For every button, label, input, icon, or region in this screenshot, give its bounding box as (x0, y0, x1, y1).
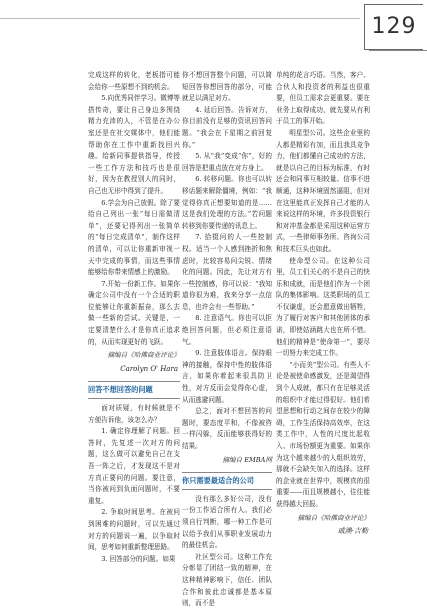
page-number-rule (369, 50, 427, 51)
paragraph: 你不想回答整个问题，可以简短回答你想回答的部分，可能就足以满足对方。 (182, 71, 272, 103)
page-number: 129 (364, 4, 423, 50)
paragraph: 5. 从“我”变成“你”，好的回答是把重点放在对方身上。 (182, 152, 272, 172)
paragraph: 4. 延后回答。告诉对方，你目前没有足够的资讯回答问题。“我会在下星期之前回复你。” (182, 105, 272, 149)
paragraph: 8. 注意语气。你也可以拒绝回答问题，但必须注意语气。 (182, 314, 272, 346)
source-credit (88, 350, 180, 362)
paragraph: 单纯的花言巧语。当然，客户、合伙人和投资者的利益也很重要，但员工需求会更重要。要在业务上取得成功，就先要从有利于员工的事开始。 (276, 71, 370, 126)
source-text: 摘编自《哈佛商业评论》 (107, 351, 180, 360)
source-credit (182, 455, 272, 467)
paragraph: 面对质疑，有时候就是不方便告诉他，该怎么办？ (88, 404, 180, 424)
section-heading: 回答不想回答的问题 (88, 381, 180, 399)
paragraph: “小而美”型公司。有些人不论是被使命感激发，还是渴望得到个人成就，都只有在足够灵活的组织中才能过得很好。他们希望思想和行动之间存在较少的障碍，工作生活保持高效率，在这类工作中，人性的尺度比起收入、市场份额更为重要。如果你为这个越来越少的人组织效劳，那就不会缺失加入的选择。这样的企业就在世界中，规模真的很重要——而且规模越小，往往能获得越大回报。 (276, 360, 370, 508)
paragraph: 9. 注意肢体语言。保持眼神的接触，保持中性的肢体语言，如果你着起来很具防卫性，对方反而会觉得你心虚，从而逃避问题。 (182, 349, 272, 404)
paragraph: 1. 确定你理解了问题。回答时，先复述一次对方的问题，这么做可以避免自己在支吾一阵之后，才发现这不是对方真正要问的问题。要注意，当你被问到负面问题时，不要重复。 (88, 427, 180, 505)
author-signature: 戚澳·吉勒 (337, 527, 368, 536)
header-rule (0, 18, 360, 19)
column-2 (182, 70, 272, 610)
paragraph: 3. 回答部分的问题。如果 (101, 554, 176, 563)
paragraph: 没有那么多好公司，没有一份工作适合所有人。我们必须自行判断，哪一种工作是可以给予我们从事职业发展动力的最佳机会。 (182, 494, 272, 550)
paragraph: 6.学会为自己放假。除了要给自己列出一张“每日需做清单”，还要记得列出一张简单的“每日完成清单”，制作这样的清单，可以让你重新审视一天中完成的事情，而这些事情能够给你带来情感上的激励。 (88, 198, 181, 277)
paragraph: 2. 争取时间思考。在被问到困难的问题时，可以先通过对方的问题说一遍，以争取时间，思考如何重新整理思路。 (88, 508, 180, 552)
source-text: 摘编自《哈佛商业评论》 (297, 513, 370, 522)
column-3 (276, 70, 370, 540)
paragraph: 6. 转移问题。你也可以转移话题来解除僵境，例如：“我觉得你真正想要知道的是……这是我们处理的方法。”若问题转移到你要传递的讯息上。 (182, 175, 272, 230)
paragraph: 7. 拾掇问的人一些控制权。适当一个人感到挫折和焦虑时，比较容易问尖锐、情绪化的问题。因此，先让对方有一些控制感，你可以说：“我知道你很为难，我来分享一点信息，也许会有一些帮助。” (182, 233, 272, 311)
paragraph: 社区型公司。这种工作充分彰显了团结一致的精神，在这种精神影响下，信任、团队合作和彼此忠诚都是基本原则，而不是 (182, 552, 272, 608)
column-1 (88, 70, 180, 565)
paragraph: 明星型公司。这些企业里的人都是精彩有加，而且我具竞争力，他们都懂自己成功的方法，就是以自己的目标为标准，有时还会和同事互相较量。信事不进顺通，这种环境固然逼阻，但对在这里能真正发挥自己才能的人来说这样的环境，许多投资银行和对冲基金都是采用这种运营方式，一些律师事务所、咨询公司和技术巨头也如此。 (276, 128, 370, 253)
paragraph: 完成这样的转化，老板指可能会给你一些原想不到的机会。 (88, 71, 180, 91)
paragraph: 使命型公司。在这种公司里，员工们关心的不是自己的快乐和成就，而是他们作为一个团队的集体影响。这类职场的员工不仅谦虚，还会愿意做出牺牲，为了履行对客户和其他团体的承诺，即使姑涵跳大也在所不惜。他们的精神是“使命第一”，要尽一切努力来完成工作。 (276, 256, 370, 358)
source-text: 摘编自 EMBA网 (222, 455, 272, 464)
section-heading: 你只需要最适合的公司 (182, 472, 272, 490)
source-credit (276, 513, 370, 525)
paragraph: 7.开始一份新工作。如果你确定公司中没有一个合适的职位能够让你重新振奋，那么去做一些新的尝试。关键是，一定要清楚什么才是你真正追求的，从而实现更好的飞跃。 (88, 279, 181, 346)
author-signature: Carolyn O' Hara (120, 364, 178, 373)
paragraph: 5.向优秀同伴学习。微博等搭传奇，要让自己身边多围绕精力充沛的人，不管是在办公室还是在社交媒体中，他们能帮助你在工作中重新找回兴趣。给新同事提供指导，传授一些工作方法和技巧也是很好，因为在教授别人的同时，自己也无形中得到了提升。 (88, 94, 181, 195)
paragraph: 总之，面对不想回答的问题时，要态度平和，不像被咨一样闪躲，反而能够获得好的结果。 (182, 407, 272, 450)
